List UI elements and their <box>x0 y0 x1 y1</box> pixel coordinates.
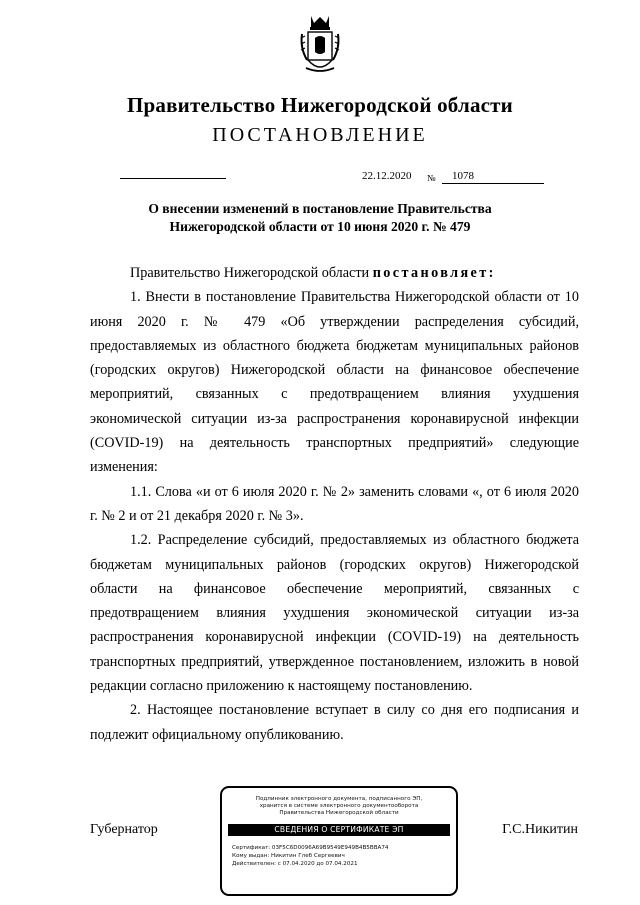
document-body <box>90 261 579 747</box>
stamp-header <box>222 788 456 818</box>
intro-lead: Правительство Нижегородской области <box>130 265 373 281</box>
certificate-validity: Действителен: с 07.04.2020 до 07.04.2021 <box>232 860 358 867</box>
number-sign: № <box>427 173 436 183</box>
paragraph-2: 2. Настоящее постановление вступает в силу со дня его подписания и подлежит официальному опубликованию. <box>90 702 579 743</box>
paragraph-1-1: 1.1. Слова «и от 6 июля 2020 г. № 2» заменить словами «, от 6 июля 2020 г. № 2 и от 21 декабря 2020 г. № 3». <box>90 483 579 524</box>
date-number-line <box>0 170 640 188</box>
intro-emphasis: постановляет: <box>372 265 496 281</box>
stamp-header-line: Подлинник электронного документа, подписанного ЭП, <box>255 796 423 802</box>
intro-paragraph <box>90 261 579 285</box>
document-date: 22.12.2020 <box>362 170 412 182</box>
paragraph-1: 1. Внести в постановление Правительства Нижегородской области от 10 июня 2020 г. № 479 «Об утверждении распределения субсидий, предоставляемых из областного бюджета бюджетам муниципальных районов (городских округов) Нижегородской области на финансовое обеспечение мероприятий, связанных с предотвращением влияния ухудшения экономической ситуации из-за распространения коронавирусной инфекции (COVID-19) на деятельность транспортных предприятий» следующие изменения: <box>90 289 579 476</box>
stamp-header-line: хранится в системе электронного документооборота <box>259 803 419 810</box>
e-signature-stamp <box>220 786 458 896</box>
coat-of-arms-icon <box>298 14 342 76</box>
document-subject <box>120 200 520 236</box>
government-title: Правительство Нижегородской области <box>127 93 513 117</box>
subject-line-1: О внесении изменений в постановление Правительства <box>148 201 492 216</box>
certificate-id: Сертификат: 03F5C6D0096A69B9549E949B4B5BBA74 <box>232 844 389 851</box>
signatory-position: Губернатор <box>90 822 158 837</box>
document-type: ПОСТАНОВЛЕНИЕ <box>212 124 428 146</box>
blank-line <box>120 178 226 179</box>
subject-line-2: Нижегородской области от 10 июня 2020 г. № 479 <box>169 219 471 234</box>
document-number: 1078 <box>442 170 544 184</box>
paragraph-1-2: 1.2. Распределение субсидий, предоставляемых из областного бюджета бюджетам муниципальных районов (городских округов) Нижегородской области на финансовое обеспечение мероприятий, связанных с предотвращением влияния ухудшения экономической ситуации из-за распространения коронавирусной инфекции (COVID-19) на деятельность транспортных предприятий, утвержденное постановлением, изложить в новой редакции согласно приложению к настоящему постановлению. <box>90 532 579 695</box>
signatory-name: Г.С.Никитин <box>502 822 578 837</box>
certificate-banner: СВЕДЕНИЯ О СЕРТИФИКАТЕ ЭП <box>228 824 450 836</box>
certificate-details <box>222 836 456 868</box>
stamp-header-line: Правительства Нижегородской области <box>279 810 399 817</box>
certificate-owner: Кому выдан: Никитин Глеб Сергеевич <box>232 852 345 859</box>
